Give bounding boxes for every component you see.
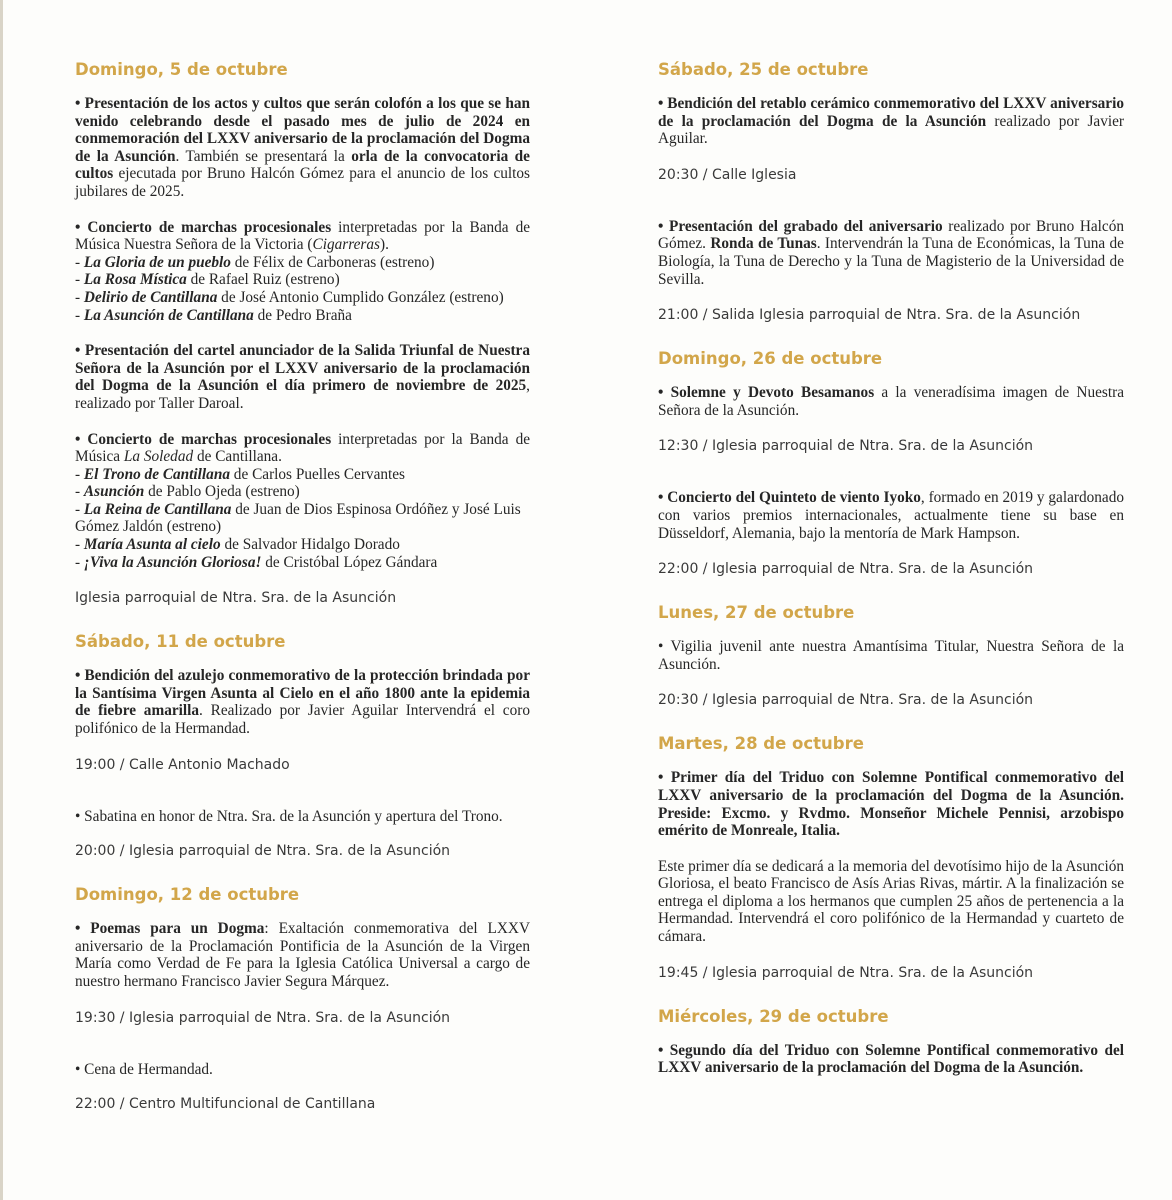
event-title: orla de la convocatoria de cultos (75, 147, 530, 183)
day-heading: Miércoles, 29 de octubre (658, 1006, 889, 1026)
event-text: ). (379, 236, 389, 254)
event-title: • Concierto de marchas procesionales (75, 430, 332, 448)
event-location: Iglesia parroquial de Ntra. Sra. de la Asunción (75, 590, 397, 607)
event-title: • Solemne y Devoto Besamanos (658, 384, 875, 402)
day-section (658, 733, 1124, 981)
day-section (75, 884, 530, 1113)
day-heading: Martes, 28 de octubre (658, 734, 864, 754)
event-location: 20:30 / Calle Iglesia (658, 166, 797, 183)
event-location: 12:30 / Iglesia parroquial de Ntra. Sra. de la Asunción (658, 438, 1034, 455)
event-paragraph: • Sabatina en honor de Ntra. Sra. de la Asunción y apertura del Trono. (75, 807, 503, 825)
day-heading: Sábado, 11 de octubre (75, 632, 286, 652)
event-title: • Presentación de los actos y cultos que serán colofón a los que se han venido celebrando desde el pasado mes de julio de 2024 en conmemoración del LXXV aniversario de la proclamación del Dogma de la Asunción (75, 95, 530, 165)
event-paragraph (75, 431, 530, 466)
event-text-italic: La Soledad (123, 448, 194, 466)
event-title: • Concierto de marchas procesionales (75, 218, 332, 236)
list-item: - La Reina de Cantillana de Juan de Dios Espinosa Ordóñez y José Luis Gómez Jaldón (estreno) (75, 500, 521, 536)
event-paragraph (658, 489, 1124, 542)
event-text: interpretadas por la Banda de Música Nuestra Señora de la Victoria ( (75, 218, 531, 254)
page-edge-divider (0, 0, 3, 1200)
event-paragraph (658, 769, 1124, 839)
event-paragraph (658, 95, 1124, 148)
event-text: . Realizado por Javier Aguilar Intervendrá el coro polifónico de la Hermandad. (75, 702, 530, 738)
day-section (658, 1006, 1124, 1077)
event-paragraph: • Cena de Hermandad. (75, 1060, 213, 1078)
list-item: - La Asunción de Cantillana de Pedro Braña (75, 306, 352, 324)
day-section (75, 631, 530, 860)
event-paragraph: Este primer día se dedicará a la memoria del devotísimo hijo de la Asunción Gloriosa, el beato Francisco de Asís Arias Rivas, mártir. A la finalización se entrega el diploma a los hermanos que cumplen 25 años de pertenencia a la Hermandad. Intervendrá el coro polifónico de la Hermandad y cuarteto de cámara. (658, 857, 1124, 946)
event-text: de Cantillana. (193, 448, 282, 466)
event-title: • Segundo día del Triduo con Solemne Pontifical conmemorativo del LXXV aniversario de la proclamación del Dogma de la Asunción. (658, 1041, 1124, 1077)
event-paragraph: • Vigilia juvenil ante nuestra Amantísima Titular, Nuestra Señora de la Asunción. (658, 638, 1124, 673)
event-text: : Exaltación conmemorativa del LXXV aniversario de la Proclamación Pontificia de la Asunción de la Virgen María como Verdad de Fe para la Iglesia Católica Universal a cargo de nuestro hermano Francisco Javier Segura Márquez. (75, 920, 530, 990)
day-heading: Domingo, 5 de octubre (75, 60, 288, 79)
list-item: - Asunción de Pablo Ojeda (estreno) (75, 483, 300, 501)
event-text: a la veneradísima imagen de Nuestra Señora de la Asunción. (658, 384, 1124, 419)
list-item: - Delirio de Cantillana de José Antonio Cumplido González (estreno) (75, 288, 504, 306)
event-title: Ronda de Tunas (710, 235, 817, 253)
event-location: 21:00 / Salida Iglesia parroquial de Ntra. Sra. de la Asunción (658, 307, 1081, 324)
left-column (75, 59, 530, 1113)
event-text: , realizado por Taller Daroal. (75, 377, 530, 412)
event-paragraph (658, 218, 1124, 288)
march-list (75, 466, 530, 572)
event-text: ejecutada por Bruno Halcón Gómez para el anuncio de los cultos jubilares de 2025. (75, 165, 530, 200)
event-text-italic: Cigarreras (312, 236, 380, 254)
event-location: 19:45 / Iglesia parroquial de Ntra. Sra. de la Asunción (658, 964, 1034, 981)
event-text: . También se presentará la (175, 147, 352, 165)
day-section (658, 602, 1124, 709)
day-heading: Sábado, 25 de octubre (658, 60, 869, 79)
day-heading: Domingo, 26 de octubre (658, 349, 883, 369)
list-item: - La Rosa Mística de Rafael Ruiz (estreno) (75, 271, 340, 289)
list-item: - ¡Viva la Asunción Gloriosa! de Cristóbal López Gándara (75, 553, 438, 571)
event-paragraph (75, 342, 530, 412)
day-heading: Domingo, 12 de octubre (75, 885, 300, 905)
day-section (658, 59, 1124, 324)
event-paragraph (75, 920, 530, 990)
day-section (658, 348, 1124, 578)
event-text: . Intervendrán la Tuna de Económicas, la Tuna de Biología, la Tuna de Derecho y la Tuna de Magisterio de la Universidad de Sevilla. (658, 235, 1124, 288)
event-title: • Primer día del Triduo con Solemne Pontifical conmemorativo del LXXV aniversario de la proclamación del Dogma de la Asunción. Preside: Excmo. y Rvdmo. Monseñor Michele Pennisi, arzobispo emérito de Monreale, Italia. (658, 769, 1124, 840)
event-title: • Poemas para un Dogma (75, 920, 265, 938)
event-title: • Presentación del cartel anunciador de la Salida Triunfal de Nuestra Señora de la Asunción por el LXXV aniversario de la proclamación del Dogma de la Asunción el día primero de noviembre de 2025 (75, 342, 530, 395)
event-text: , formado en 2019 y galardonado con varios premios internacionales, actualmente tiene su base en Düsseldorf, Alemania, bajo la mentoría de Mark Hampson. (658, 489, 1124, 542)
event-paragraph (658, 1042, 1124, 1077)
event-location: 22:00 / Iglesia parroquial de Ntra. Sra. de la Asunción (658, 561, 1034, 578)
event-location: 19:30 / Iglesia parroquial de Ntra. Sra. de la Asunción (75, 1009, 451, 1026)
day-heading: Lunes, 27 de octubre (658, 603, 855, 623)
event-text: realizado por Javier Aguilar. (658, 112, 1124, 148)
event-title: • Presentación del grabado del aniversario (658, 217, 943, 235)
event-location: 19:00 / Calle Antonio Machado (75, 756, 290, 773)
right-column (658, 59, 1124, 1077)
list-item: - La Gloria de un pueblo de Félix de Carboneras (estreno) (75, 253, 435, 271)
march-list (75, 254, 530, 324)
event-paragraph (658, 384, 1124, 419)
list-item: - El Trono de Cantillana de Carlos Puelles Cervantes (75, 465, 406, 483)
day-section (75, 59, 530, 607)
event-paragraph (75, 667, 530, 737)
event-title: • Concierto del Quinteto de viento Iyoko (658, 489, 921, 507)
event-location: 20:00 / Iglesia parroquial de Ntra. Sra. de la Asunción (75, 843, 451, 860)
list-item: - María Asunta al cielo de Salvador Hidalgo Dorado (75, 536, 400, 554)
event-text: interpretadas por la Banda de Música (75, 430, 531, 466)
event-text: realizado por Bruno Halcón Gómez. (658, 217, 1124, 253)
event-title: • Bendición del azulejo conmemorativo de la protección brindada por la Santísima Virgen Asunta al Cielo en el año 1800 ante la epidemia de fiebre amarilla (75, 667, 530, 720)
event-location: 22:00 / Centro Multifuncional de Cantillana (75, 1096, 376, 1113)
event-paragraph (75, 95, 530, 201)
event-title: • Bendición del retablo cerámico conmemorativo del LXXV aniversario de la proclamación del Dogma de la Asunción (658, 95, 1124, 130)
event-location: 20:30 / Iglesia parroquial de Ntra. Sra. de la Asunción (658, 692, 1034, 709)
event-paragraph (75, 219, 530, 254)
